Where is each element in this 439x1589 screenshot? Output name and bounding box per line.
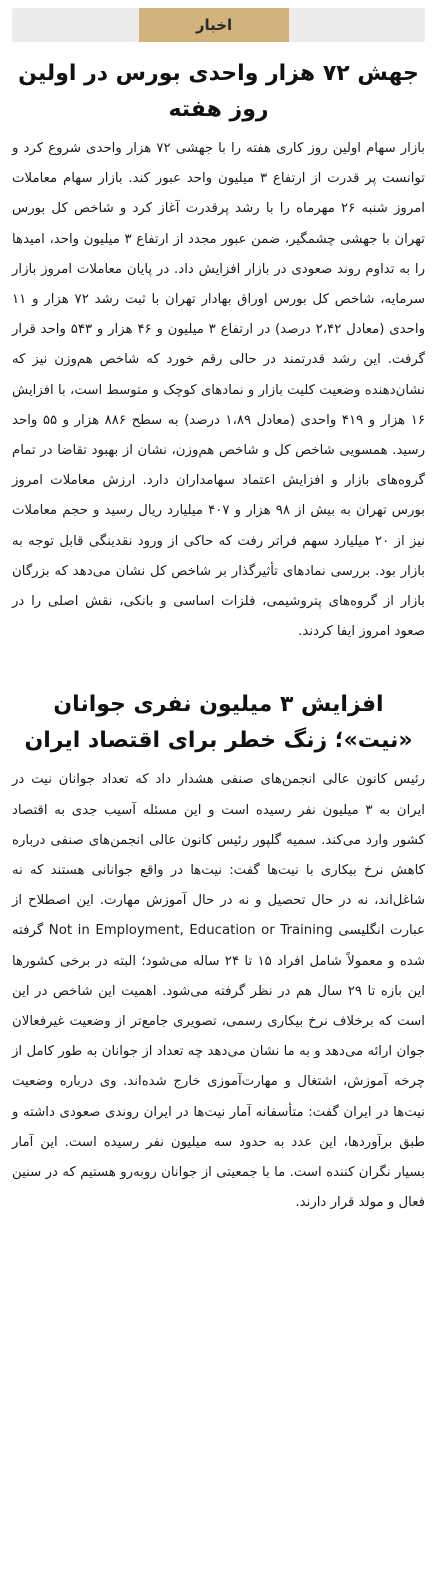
article-headline: جهش ۷۲ هزار واحدی بورس در اولین روز هفته xyxy=(18,61,419,122)
article-body: بازار سهام اولین روز کاری هفته را با جهشی ۷۲ هزار واحدی شروع کرد و توانست پر قدرت از ارتفاع ۳ میلیون واحد عبور کند. بازار سهام معاملات امروز شنبه ۲۶ مهرماه را با رشد پرقدرت آغاز کرد و شاخص کل بورس تهران با جهشی چشمگیر، ضمن عبور مجدد از ارتفاع ۳ میلیون واحد، امیدها را به تداوم روند صعودی در بازار افزایش داد. در پایان معاملات امروز بازار سرمایه، شاخص کل بورس اوراق بهادار تهران با ثبت رشد ۷۲ هزار و ۱۱ واحدی (معادل ۲،۴۲ درصد) در ارتفاع ۳ میلیون و ۴۶ هزار و ۵۴۳ واحد قرار گرفت. این رشد قدرتمند در حالی رقم خورد که شاخص هم‌وزن نیز که نشان‌دهنده وضعیت کلیت بازار و نمادهای کوچک و متوسط است، با افزایش ۱۶ هزار و ۴۱۹ واحدی (معادل ۱،۸۹ درصد) به سطح ۸۸۶ هزار و ۵۵ واحد رسید. همسویی شاخص کل و شاخص هم‌وزن، نشان از بهبود تقاضا در تمام گروه‌های بازار و افزایش اعتماد سهامداران دارد. ارزش معاملات امروز بورس تهران به بیش از ۹۸ هزار و ۴۰۷ میلیارد ریال رسید و حجم معاملات نیز از ۲۰ میلیارد سهم فراتر رفت که حاکی از ورود نقدینگی قابل توجه به بازار بود. بررسی نمادهای تأثیرگذار بر شاخص کل نشان می‌دهد که بزرگان بازار از گروه‌های پتروشیمی، فلزات اساسی و بانکی، نقش اصلی را در صعود امروز ایفا کردند. xyxy=(12,141,426,640)
article-body: رئیس کانون عالی انجمن‌های صنفی هشدار داد که تعداد جوانان نیت در ایران به ۳ میلیون نفر رسیده است و این مسئله آسیب جدی به اقتصاد کشور وارد می‌کند. سمیه گلپور رئیس کانون عالی انجمن‌های صنفی درباره کاهش نرخ بیکاری با نیت‌ها گفت: نیت‌ها در واقع جوانانی هستند که نه شاغل‌اند، نه در حال تحصیل و نه در حال آموزش مهارت. این اصطلاح از عبارت انگلیسی Not in Employment, Education or Training گرفته شده و معمولاً شامل افراد ۱۵ تا ۲۴ ساله می‌شود؛ البته در برخی کشورها این بازه تا ۲۹ سال هم در نظر گرفته می‌شود. اهمیت این شاخص در این است که برخلاف نرخ بیکاری رسمی، تصویری جامع‌تر از وضعیت غیرفعالان جوان ارائه می‌دهد و به ما نشان می‌دهد چه تعداد از جوانان به طور کامل از چرخه آموزش، اشتغال و مهارت‌آموزی خارج شده‌اند. وی درباره وضعیت نیت‌ها در ایران گفت: متأسفانه آمار نیت‌ها در ایران روندی صعودی داشته و طبق برآوردها، این عدد به حدود سه میلیون نفر رسیده است. این آمار بسیار نگران کننده است. ما با جمعیتی از جوانان روبه‌رو هستیم که در سنین فعال و مولد قرار دارند. xyxy=(12,772,425,1211)
article-headline: افزایش ۳ میلیون نفری جوانان «نیت»؛ زنگ خطر برای اقتصاد ایران xyxy=(24,692,413,754)
article-divider xyxy=(12,647,425,687)
article-bourse xyxy=(12,56,425,647)
news-page xyxy=(0,8,439,1589)
section-label: اخبار xyxy=(139,8,289,42)
section-header xyxy=(12,8,425,42)
article-neet xyxy=(12,687,425,1218)
